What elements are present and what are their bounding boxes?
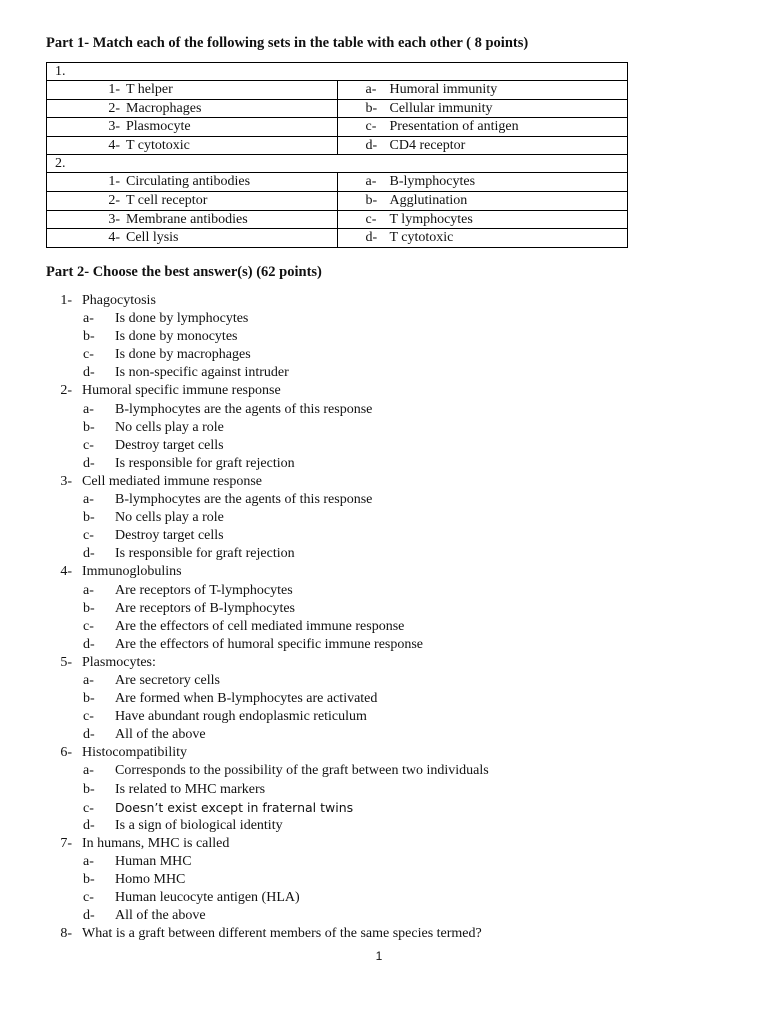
item-letter: a-: [365, 82, 377, 97]
option-text: Is related to MHC markers: [115, 781, 266, 797]
match-right-item: [338, 137, 628, 155]
item-number: 3-: [108, 119, 120, 135]
option-letter: c-: [83, 890, 94, 906]
item-letter: d-: [365, 137, 378, 153]
option-letter: a-: [83, 401, 94, 417]
question-text: In humans, MHC is called: [82, 835, 230, 851]
answer-option: [0, 799, 768, 817]
option-text: Is done by lymphocytes: [115, 311, 249, 327]
question-number: 7-: [60, 835, 72, 851]
matching-table: [46, 62, 628, 248]
option-letter: d-: [83, 546, 95, 562]
item-letter: a-: [365, 174, 377, 190]
option-letter: c-: [83, 437, 94, 453]
answer-option: [0, 364, 768, 382]
option-letter: a-: [83, 582, 94, 598]
item-text: Circulating antibodies: [126, 174, 251, 190]
question-stem: [0, 925, 768, 943]
match-right-item: [338, 192, 628, 211]
option-letter: a-: [83, 672, 94, 688]
item-text: Cellular immunity: [389, 100, 493, 116]
answer-option: [0, 853, 768, 871]
question: [0, 925, 768, 943]
question-number: 1-: [60, 293, 72, 308]
option-text: Destroy target cells: [115, 437, 224, 453]
answer-option: [0, 437, 768, 455]
left-column: [47, 173, 338, 247]
option-text: Are the effectors of humoral specific immune response: [115, 636, 424, 652]
answer-option: [0, 871, 768, 889]
item-text: Plasmocyte: [126, 119, 191, 135]
question: [0, 835, 768, 925]
option-letter: a-: [83, 853, 94, 869]
question-stem: [0, 563, 768, 581]
option-text: Is non-specific against intruder: [115, 365, 289, 381]
item-number: 2-: [108, 192, 120, 208]
option-text: Homo MHC: [115, 872, 186, 887]
option-text: Is done by macrophages: [115, 347, 251, 363]
item-number: 1-: [108, 82, 120, 97]
option-text: All of the above: [115, 908, 206, 924]
answer-option: [0, 907, 768, 925]
question-text: Histocompatibility: [82, 745, 187, 761]
option-text: No cells play a role: [115, 419, 224, 435]
item-text: Agglutination: [389, 192, 468, 208]
question-stem: [0, 835, 768, 853]
option-text: Are secretory cells: [115, 672, 220, 688]
item-text: CD4 receptor: [389, 137, 466, 153]
match-right-item: [338, 229, 628, 247]
item-text: Macrophages: [126, 100, 202, 116]
option-text: Are receptors of B-lymphocytes: [115, 600, 295, 616]
item-text: T lymphocytes: [389, 211, 473, 227]
question-text: Phagocytosis: [82, 293, 156, 308]
question-number: 6-: [60, 745, 72, 761]
answer-option: [0, 491, 768, 509]
match-left-item: [47, 229, 337, 247]
answer-option: [0, 708, 768, 726]
answer-option: [0, 346, 768, 364]
item-text: T helper: [126, 82, 173, 97]
option-text: Are the effectors of cell mediated immune response: [115, 618, 405, 634]
match-left-item: [47, 192, 337, 211]
item-text: T cytotoxic: [126, 137, 190, 153]
group-label: 2.: [47, 155, 628, 173]
answer-option: [0, 328, 768, 346]
question-number: 4-: [60, 564, 72, 580]
option-text: Is responsible for graft rejection: [115, 546, 295, 562]
item-text: Cell lysis: [126, 230, 179, 246]
match-right-item: [338, 118, 628, 137]
answer-option: [0, 600, 768, 618]
answer-option: [0, 419, 768, 437]
option-letter: d-: [83, 365, 95, 381]
option-text: Is responsible for graft rejection: [115, 455, 295, 471]
option-letter: d-: [83, 636, 95, 652]
option-text: Is done by monocytes: [115, 329, 238, 345]
page-number: 1: [375, 949, 383, 963]
option-letter: b-: [83, 329, 95, 345]
answer-option: [0, 672, 768, 690]
question-number: 8-: [60, 926, 72, 942]
question-list: [0, 292, 768, 943]
option-text: B-lymphocytes are the agents of this response: [115, 492, 373, 508]
answer-option: [0, 545, 768, 563]
option-text: B-lymphocytes are the agents of this response: [115, 401, 373, 417]
option-letter: a-: [83, 763, 94, 779]
question-number: 5-: [60, 654, 72, 670]
question: [0, 563, 768, 653]
part2-heading: Part 2- Choose the best answer(s) (62 points): [46, 264, 322, 280]
item-text: B-lymphocytes: [389, 174, 476, 190]
question-stem: [0, 382, 768, 400]
option-letter: a-: [83, 311, 94, 327]
option-text: Doesn’t exist except in fraternal twins: [115, 799, 354, 815]
match-left-item: [47, 100, 337, 119]
item-letter: c-: [365, 119, 377, 135]
item-letter: b-: [365, 192, 378, 208]
answer-option: [0, 310, 768, 328]
item-letter: b-: [365, 100, 378, 116]
answer-option: [0, 527, 768, 545]
answer-option: [0, 509, 768, 527]
option-letter: c-: [83, 709, 94, 725]
question-text: Immunoglobulins: [82, 564, 182, 580]
option-letter: d-: [83, 455, 95, 471]
option-letter: b-: [83, 691, 95, 707]
match-right-item: [338, 81, 628, 100]
answer-option: [0, 726, 768, 744]
item-number: 4-: [108, 230, 120, 246]
question-stem: [0, 473, 768, 491]
item-number: 2-: [108, 100, 120, 116]
option-text: All of the above: [115, 727, 206, 743]
match-left-item: [47, 211, 337, 230]
option-letter: b-: [83, 781, 95, 797]
question-number: 3-: [60, 473, 72, 489]
option-text: Destroy target cells: [115, 528, 224, 544]
item-number: 4-: [108, 137, 120, 153]
item-letter: d-: [365, 230, 378, 246]
option-letter: d-: [83, 727, 95, 743]
question-text: Humoral specific immune response: [82, 383, 281, 399]
answer-option: [0, 817, 768, 835]
match-right-item: [338, 173, 628, 192]
question-stem: [0, 654, 768, 672]
match-left-item: [47, 81, 337, 100]
item-text: Membrane antibodies: [126, 211, 248, 227]
right-column: [337, 81, 628, 155]
match-left-item: [47, 137, 337, 155]
item-text: Humoral immunity: [389, 82, 498, 97]
question: [0, 292, 768, 382]
answer-option: [0, 636, 768, 654]
answer-option: [0, 889, 768, 907]
match-left-item: [47, 173, 337, 192]
option-text: Human leucocyte antigen (HLA): [115, 890, 300, 906]
option-text: Is a sign of biological identity: [115, 817, 283, 833]
answer-option: [0, 618, 768, 636]
group-label: 1.: [47, 63, 628, 81]
option-text: Are receptors of T-lymphocytes: [115, 582, 293, 598]
question: [0, 654, 768, 744]
option-letter: b-: [83, 600, 95, 616]
item-text: T cell receptor: [126, 192, 208, 208]
option-text: No cells play a role: [115, 510, 224, 526]
match-left-item: [47, 118, 337, 137]
question-stem: [0, 292, 768, 310]
option-letter: c-: [83, 800, 94, 816]
option-text: Corresponds to the possibility of the graft between two individuals: [115, 763, 489, 779]
option-text: Have abundant rough endoplasmic reticulum: [115, 709, 367, 725]
option-letter: c-: [83, 528, 94, 544]
part1-heading: Part 1- Match each of the following sets in the table with each other ( 8 points): [46, 35, 529, 51]
question-number: 2-: [60, 383, 72, 399]
question-text: What is a graft between different members of the same species termed?: [82, 926, 482, 942]
right-column: [337, 173, 628, 247]
question: [0, 473, 768, 563]
option-letter: c-: [83, 347, 94, 363]
match-right-item: [338, 211, 628, 230]
question-text: Plasmocytes:: [82, 654, 156, 670]
option-letter: a-: [83, 492, 94, 508]
match-right-item: [338, 100, 628, 119]
item-number: 3-: [108, 211, 120, 227]
option-letter: d-: [83, 817, 95, 833]
item-text: T cytotoxic: [389, 230, 454, 246]
answer-option: [0, 762, 768, 780]
item-text: Presentation of antigen: [389, 119, 519, 135]
option-letter: c-: [83, 618, 94, 634]
answer-option: [0, 690, 768, 708]
option-letter: b-: [83, 872, 95, 887]
question: [0, 744, 768, 834]
item-number: 1-: [108, 174, 120, 190]
option-letter: d-: [83, 908, 95, 924]
answer-option: [0, 401, 768, 419]
answer-option: [0, 455, 768, 473]
option-text: Are formed when B-lymphocytes are activated: [115, 691, 378, 707]
option-letter: b-: [83, 510, 95, 526]
answer-option: [0, 582, 768, 600]
option-letter: b-: [83, 419, 95, 435]
left-column: [47, 81, 338, 155]
question: [0, 382, 768, 472]
item-letter: c-: [365, 211, 377, 227]
option-text: Human MHC: [115, 853, 192, 869]
question-text: Cell mediated immune response: [82, 473, 263, 489]
question-stem: [0, 744, 768, 762]
answer-option: [0, 781, 768, 799]
